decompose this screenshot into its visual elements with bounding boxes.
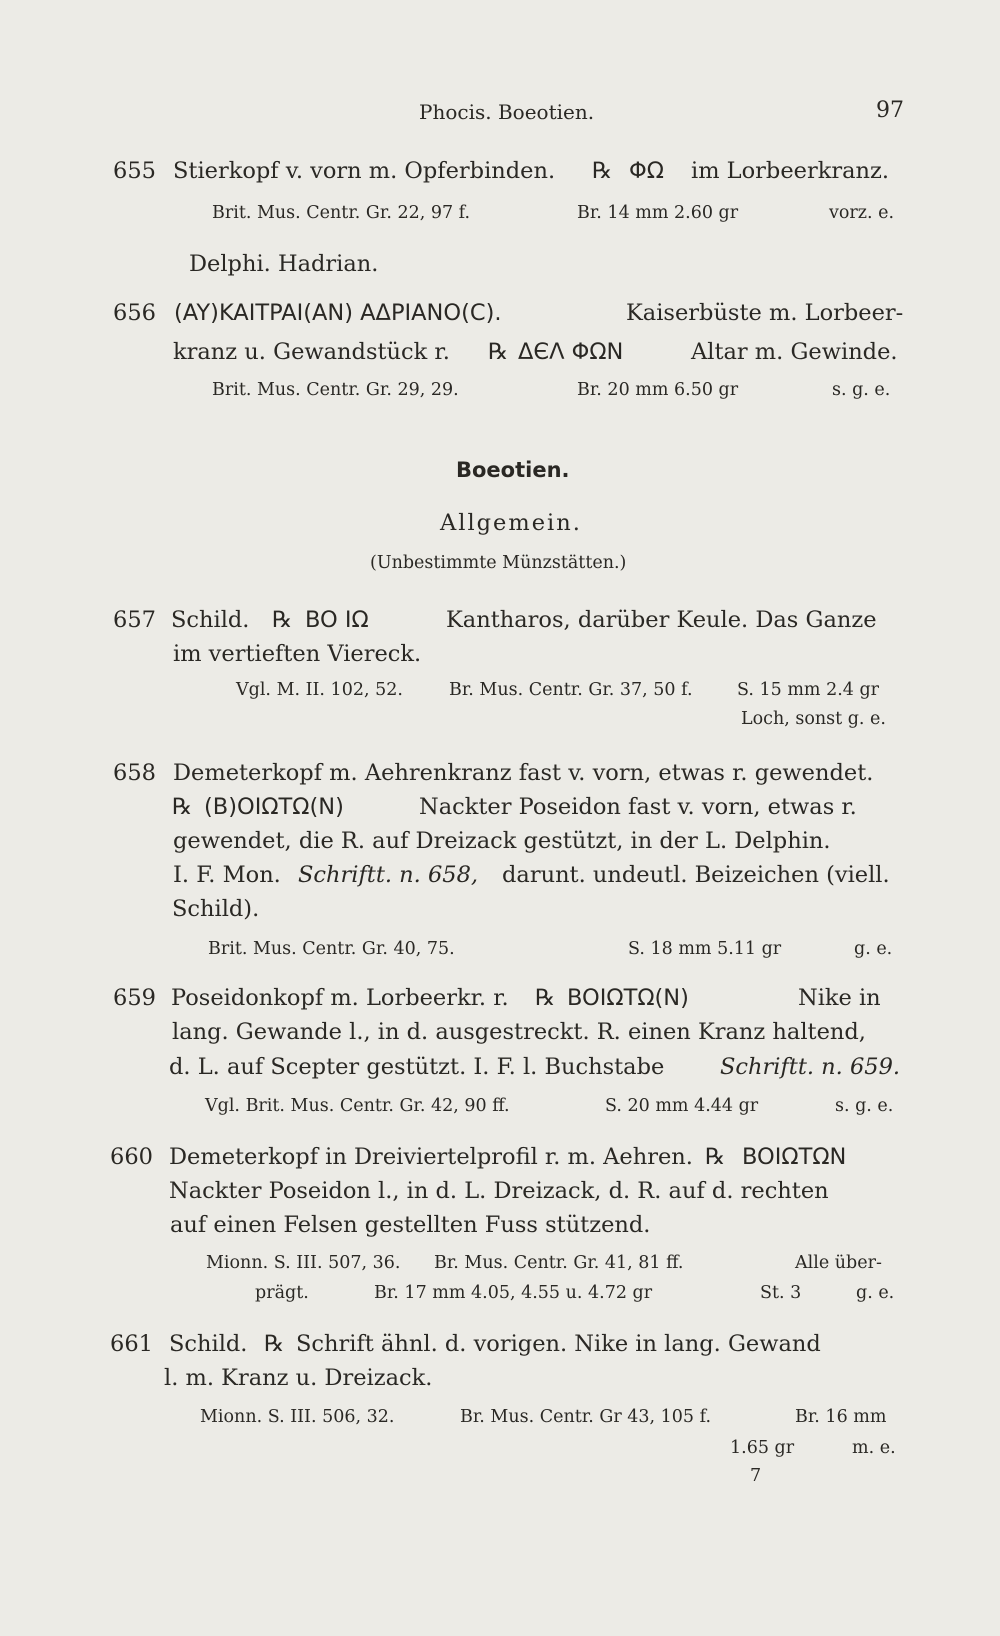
- entry-text: Schild.: [171, 607, 250, 633]
- reference-text: Alle über-: [795, 1253, 882, 1273]
- entry-number: 655: [113, 158, 156, 184]
- section-title: Boeotien.: [456, 458, 570, 482]
- reverse-symbol: ℞: [272, 607, 293, 633]
- reference-text: prägt.: [255, 1283, 309, 1303]
- reverse-symbol: ℞: [264, 1331, 285, 1357]
- entry-text: gewendet, die R. auf Dreizack gestützt, in der L. Delphin.: [173, 828, 831, 854]
- entry-text: Stierkopf v. vorn m. Opferbinden.: [173, 158, 556, 184]
- reference-text: Br. Mus. Centr. Gr. 37, 50 f.: [449, 680, 693, 700]
- reference-text: S. 20 mm 4.44 gr: [605, 1096, 759, 1116]
- greek-legend: BOIΩTΩN: [742, 1144, 847, 1170]
- entry-text: Nike in: [798, 985, 881, 1011]
- reference-text: 1.65 gr: [730, 1438, 795, 1458]
- section-subtitle: Allgemein.: [440, 510, 582, 536]
- entry-number: 656: [113, 300, 156, 326]
- reverse-symbol: ℞: [592, 158, 613, 184]
- entry-text: auf einen Felsen gestellten Fuss stützend.: [170, 1212, 651, 1238]
- reference-text: Vgl. Brit. Mus. Centr. Gr. 42, 90 ff.: [205, 1096, 510, 1116]
- reference-text: Br. 20 mm 6.50 gr: [577, 380, 739, 400]
- entry-number: 658: [113, 760, 156, 786]
- city-heading: Delphi. Hadrian.: [189, 251, 379, 277]
- entry-text: I. F. Mon.: [173, 862, 281, 888]
- reverse-symbol: ℞: [705, 1144, 726, 1170]
- entry-text: Kantharos, darüber Keule. Das Ganze: [446, 607, 877, 633]
- running-head: Phocis. Boeotien.: [419, 100, 595, 124]
- entry-number: 661: [110, 1331, 153, 1357]
- reverse-symbol: ℞: [172, 794, 193, 820]
- entry-text: Schrift ähnl. d. vorigen. Nike in lang. Gewand: [296, 1331, 821, 1357]
- reference-text: Brit. Mus. Centr. Gr. 22, 97 f.: [212, 203, 471, 223]
- entry-text: Altar m. Gewinde.: [691, 339, 898, 365]
- reference-text: Mionn. S. III. 506, 32.: [200, 1407, 395, 1427]
- reference-text: Brit. Mus. Centr. Gr. 40, 75.: [208, 939, 455, 959]
- entry-text: Nackter Poseidon l., in d. L. Dreizack, d. R. auf d. rechten: [169, 1178, 829, 1204]
- greek-legend: (AY)KAITPAI(AN) AΔPIANO(C).: [174, 300, 502, 326]
- reverse-symbol: ℞: [535, 985, 556, 1011]
- entry-text: lang. Gewande l., in d. ausgestreckt. R. einen Kranz haltend,: [172, 1019, 866, 1045]
- greek-legend: BOIΩTΩ(N): [567, 985, 689, 1011]
- script-table-reference: Schriftt. n. 659.: [720, 1054, 901, 1080]
- reference-text: g. e.: [854, 939, 893, 959]
- reference-text: S. 15 mm 2.4 gr: [737, 680, 880, 700]
- reference-text: S. 18 mm 5.11 gr: [628, 939, 782, 959]
- entry-text: darunt. undeutl. Beizeichen (viell.: [502, 862, 890, 888]
- reference-text: g. e.: [856, 1283, 895, 1303]
- entry-text: l. m. Kranz u. Dreizack.: [164, 1365, 433, 1391]
- entry-text: Schild.: [169, 1331, 248, 1357]
- greek-legend: ΔЄΛ ΦΩN: [518, 339, 624, 365]
- entry-number: 660: [110, 1144, 153, 1170]
- reference-text: s. g. e.: [832, 380, 891, 400]
- reference-text: vorz. e.: [829, 203, 895, 223]
- reference-text: Br. Mus. Centr. Gr 43, 105 f.: [460, 1407, 712, 1427]
- greek-legend: ΦΩ: [629, 158, 664, 184]
- entry-text: Poseidonkopf m. Lorbeerkr. r.: [171, 985, 509, 1011]
- reference-text: St. 3: [760, 1283, 802, 1303]
- entry-text: Demeterkopf m. Aehrenkranz fast v. vorn, etwas r. gewendet.: [173, 760, 874, 786]
- entry-text: im Lorbeerkranz.: [691, 158, 890, 184]
- entry-text: im vertieften Viereck.: [173, 641, 422, 667]
- reference-text: Br. Mus. Centr. Gr. 41, 81 ff.: [434, 1253, 684, 1273]
- reference-text: Mionn. S. III. 507, 36.: [206, 1253, 401, 1273]
- script-table-reference: Schriftt. n. 658,: [298, 862, 479, 888]
- entry-text: Schild).: [172, 896, 260, 922]
- entry-text: Demeterkopf in Dreiviertelprofil r. m. Aehren.: [169, 1144, 693, 1170]
- entry-number: 657: [113, 607, 156, 633]
- reference-text: Br. 16 mm: [795, 1407, 887, 1427]
- entry-text: kranz u. Gewandstück r.: [173, 339, 450, 365]
- section-note: (Unbestimmte Münzstätten.): [370, 553, 627, 573]
- greek-legend: (B)OIΩTΩ(N): [204, 794, 344, 820]
- reference-text: s. g. e.: [835, 1096, 894, 1116]
- reference-text: Loch, sonst g. e.: [741, 709, 886, 729]
- greek-legend: BO IΩ: [305, 607, 369, 633]
- page-number: 97: [876, 98, 904, 123]
- signature-mark: 7: [750, 1466, 762, 1486]
- reference-text: m. e.: [852, 1438, 896, 1458]
- reference-text: Vgl. M. II. 102, 52.: [236, 680, 403, 700]
- reference-text: Br. 17 mm 4.05, 4.55 u. 4.72 gr: [374, 1283, 653, 1303]
- entry-text: d. L. auf Scepter gestützt. I. F. l. Buchstabe: [169, 1054, 665, 1080]
- reverse-symbol: ℞: [488, 339, 509, 365]
- entry-number: 659: [113, 985, 156, 1011]
- reference-text: Brit. Mus. Centr. Gr. 29, 29.: [212, 380, 459, 400]
- entry-text: Nackter Poseidon fast v. vorn, etwas r.: [419, 794, 857, 820]
- reference-text: Br. 14 mm 2.60 gr: [577, 203, 739, 223]
- entry-text: Kaiserbüste m. Lorbeer-: [626, 300, 904, 326]
